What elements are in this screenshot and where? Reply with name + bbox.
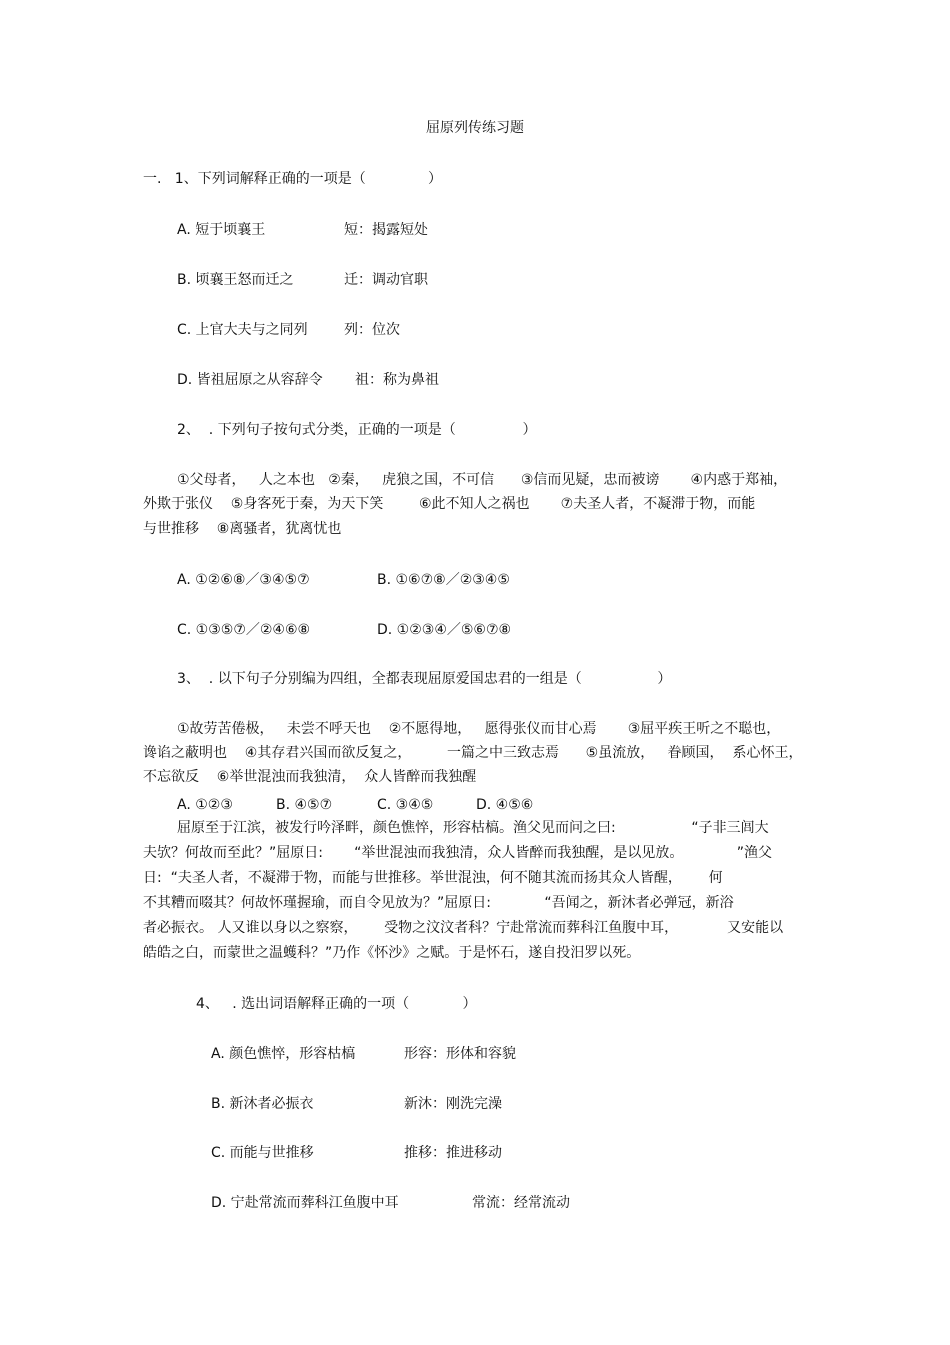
q1-option-b-phrase: B. 顷襄王怒而迁之 xyxy=(177,272,294,288)
q1-option-c-gloss: 列：位次 xyxy=(344,322,400,338)
passage-line: 夫欤？何故而至此？”屈原日: “举世混浊而我独清，众人皆醉而我独醒，是以见放。 ”渔父 xyxy=(143,845,773,861)
q4-option-b-phrase: B. 新沐者必振衣 xyxy=(211,1096,314,1112)
question-1-stem: 一. 1、下列词解释正确的一项是（ ） xyxy=(143,171,443,187)
question-3-stem: 3、 . 以下句子分别编为四组，全都表现屈原爱国忠君的一组是（ ） xyxy=(177,671,672,687)
q4-option-d-phrase: D. 宁赴常流而葬科江鱼腹中耳 xyxy=(211,1195,399,1211)
passage-line: 日: “夫圣人者，不凝滞于物，而能与世推移。举世混浊，何不随其流而扬其众人皆醒， 何 xyxy=(143,870,723,886)
q4-option-c-gloss: 推移：推进移动 xyxy=(404,1145,502,1161)
q3-option-c: C. ③④⑤ xyxy=(377,797,434,813)
q2-sentence-line: ①父母者， 人之本也 ②秦， 虎狼之国，不可信 ③信而见疑，忠而被谤 ④内惑于郑袖， xyxy=(177,472,788,488)
q1-option-d-gloss: 祖：称为鼻祖 xyxy=(355,372,439,388)
q3-option-b: B. ④⑤⑦ xyxy=(276,797,333,813)
q2-sentence-line: 与世推移 ⑧离骚者，犹离忧也 xyxy=(143,521,342,537)
passage-line: 者必振衣。 人又谁以身以之察察， 受物之汶汶者科？宁赴常流而葬科江鱼腹中耳， 又安能以 xyxy=(143,920,784,936)
q3-sentence-line: 不忘欲反 ⑥举世混浊而我独清， 众人皆醉而我独醒 xyxy=(143,769,477,785)
q3-option-d: D. ④⑤⑥ xyxy=(476,797,534,813)
q2-option-c: C. ①③⑤⑦／②④⑥⑧ xyxy=(177,622,311,638)
passage-line: 屈原至于江滨，被发行吟泽畔，颜色憔悴，形容枯槁。渔父见而问之曰: “子非三闾大 xyxy=(177,820,769,836)
page-title: 屈原列传练习题 xyxy=(426,120,524,136)
passage-line: 不其糟而啜其？何故怀瑾握瑜，而自令见放为？”屈原日: “吾闻之，新沐者必弹冠，新浴 xyxy=(143,895,734,911)
q4-option-d-gloss: 常流：经常流动 xyxy=(472,1195,570,1211)
q2-option-b: B. ①⑥⑦⑧／②③④⑤ xyxy=(377,572,510,588)
q1-option-c-phrase: C. 上官大夫与之同列 xyxy=(177,322,308,338)
q1-option-a-phrase: A. 短于顷襄王 xyxy=(177,222,266,238)
q1-option-a-gloss: 短：揭露短处 xyxy=(344,222,428,238)
q4-option-a-gloss: 形容：形体和容貌 xyxy=(404,1046,516,1062)
q3-sentence-line: ①故劳苦倦极， 未尝不呼天也 ②不愿得地， 愿得张仪而甘心焉 ③屈平疾王听之不聪也， xyxy=(177,721,781,737)
q2-sentence-line: 外欺于张仪 ⑤身客死于秦，为天下笑 ⑥此不知人之祸也 ⑦夫圣人者，不凝滞于物，而能 xyxy=(143,496,756,512)
q4-option-c-phrase: C. 而能与世推移 xyxy=(211,1145,314,1161)
q4-option-b-gloss: 新沐：刚洗完澡 xyxy=(404,1096,502,1112)
q2-option-a: A. ①②⑥⑧／③④⑤⑦ xyxy=(177,572,310,588)
question-2-stem: 2、 . 下列句子按句式分类，正确的一项是（ ） xyxy=(177,422,537,438)
question-4-stem: 4、 . 选出词语解释正确的一项（ ） xyxy=(196,996,477,1012)
passage-line: 皓皓之白，而蒙世之温蠖科？”乃作《怀沙》之赋。于是怀石，遂自投汨罗以死。 xyxy=(143,945,641,961)
q1-option-d-phrase: D. 皆祖屈原之从容辞令 xyxy=(177,372,323,388)
q3-sentence-line: 谗谄之蔽明也 ④其存君兴国而欲反复之， 一篇之中三致志焉 ⑤虽流放， 眷顾国， 系心怀王， xyxy=(143,745,803,761)
q4-option-a-phrase: A. 颜色憔悴，形容枯槁 xyxy=(211,1046,356,1062)
q1-option-b-gloss: 迁：调动官职 xyxy=(344,272,428,288)
q2-option-d: D. ①②③④／⑤⑥⑦⑧ xyxy=(377,622,512,638)
q3-option-a: A. ①②③ xyxy=(177,797,233,813)
